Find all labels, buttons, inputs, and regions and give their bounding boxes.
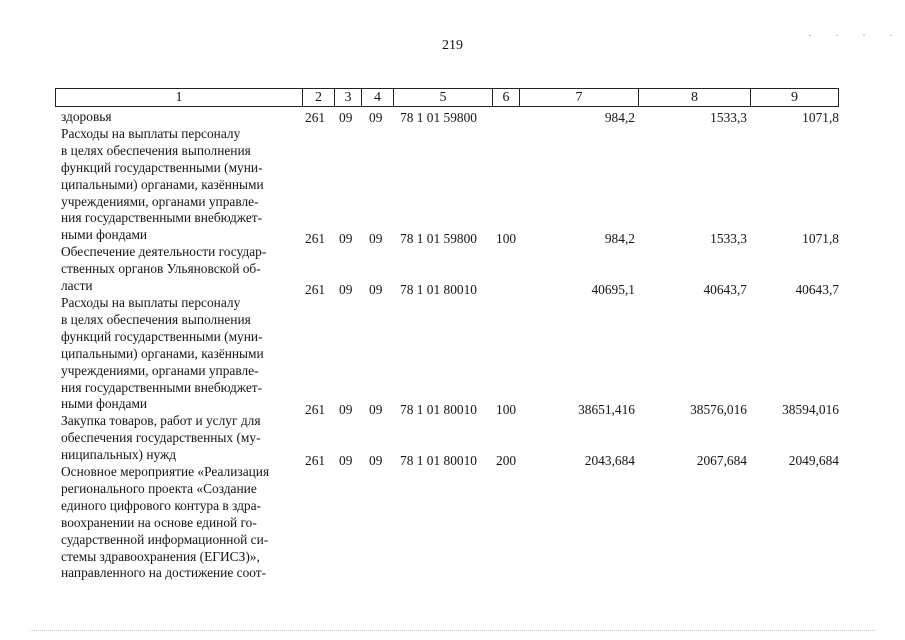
- header-col-4: 4: [361, 88, 394, 107]
- description-line: направленного на достижение соот-: [61, 565, 267, 581]
- scan-artifact-line: [30, 630, 875, 632]
- amount-col-9: 1071,8: [802, 110, 839, 125]
- amount-col-9: 2049,684: [788, 453, 839, 468]
- description-line: ласти: [61, 278, 93, 294]
- ministry-code: 261: [305, 453, 326, 468]
- target-article: 78 1 01 80010: [400, 402, 477, 417]
- description-line: Расходы на выплаты персоналу: [61, 294, 241, 310]
- description-line: единого цифрового контура в здра-: [61, 497, 262, 513]
- description-line: воохранении на основе единой го-: [61, 514, 257, 530]
- section-code: 09: [339, 110, 353, 125]
- description-line: Обеспечение деятельности государ-: [61, 244, 267, 260]
- description-line: ципальными) органами, казёнными: [61, 345, 264, 361]
- header-col-7: 7: [519, 88, 639, 107]
- description-line: Закупка товаров, работ и услуг для: [61, 413, 261, 429]
- amount-col-7: 2043,684: [584, 453, 635, 468]
- description-line: в целях обеспечения выполнения: [61, 311, 251, 327]
- header-col-9: 9: [750, 88, 839, 107]
- table-row: [0, 452, 905, 470]
- description-line: стемы здравоохранения (ЕГИСЗ)»,: [61, 548, 260, 564]
- amount-col-8: 2067,684: [696, 453, 747, 468]
- section-code: 09: [339, 231, 353, 246]
- ministry-code: 261: [305, 110, 326, 125]
- target-article: 78 1 01 80010: [400, 453, 477, 468]
- amount-col-7: 38651,416: [578, 402, 635, 417]
- description-line: ственных органов Ульяновской об-: [61, 261, 261, 277]
- description-line: ния государственными внебюджет-: [61, 379, 263, 395]
- header-col-6: 6: [492, 88, 520, 107]
- table-row: [0, 230, 905, 248]
- amount-col-9: 38594,016: [782, 402, 839, 417]
- description-line: в целях обеспечения выполнения: [61, 142, 251, 158]
- description-line: ными фондами: [61, 227, 148, 243]
- amount-col-9: 40643,7: [795, 282, 839, 297]
- target-article: 78 1 01 59800: [400, 110, 477, 125]
- ministry-code: 261: [305, 402, 326, 417]
- table-row: [0, 109, 905, 127]
- ministry-code: 261: [305, 282, 326, 297]
- expense-type: 200: [496, 453, 517, 468]
- subsection-code: 09: [369, 402, 383, 417]
- description-line: ниципальных) нужд: [61, 447, 177, 463]
- amount-col-9: 1071,8: [802, 231, 839, 246]
- section-code: 09: [339, 402, 353, 417]
- description-line: ния государственными внебюджет-: [61, 210, 263, 226]
- header-col-1: 1: [55, 88, 303, 107]
- header-col-8: 8: [638, 88, 751, 107]
- description-line: учреждениями, органами управле-: [61, 362, 259, 378]
- amount-col-8: 40643,7: [703, 282, 747, 297]
- description-line: Основное мероприятие «Реализация: [61, 464, 270, 480]
- target-article: 78 1 01 80010: [400, 282, 477, 297]
- amount-col-8: 1533,3: [710, 231, 747, 246]
- amount-col-7: 984,2: [604, 231, 635, 246]
- table-row: [0, 401, 905, 419]
- description-line: Расходы на выплаты персоналу: [61, 125, 241, 141]
- table-row: [0, 281, 905, 299]
- page-number: 219: [442, 38, 463, 53]
- expense-type: 100: [496, 231, 517, 246]
- description-line: учреждениями, органами управле-: [61, 193, 259, 209]
- description-line: функций государственными (муни-: [61, 328, 263, 344]
- header-col-5: 5: [393, 88, 493, 107]
- description-line: обеспечения государственных (му-: [61, 430, 261, 446]
- amount-col-8: 1533,3: [710, 110, 747, 125]
- ministry-code: 261: [305, 231, 326, 246]
- section-code: 09: [339, 282, 353, 297]
- section-code: 09: [339, 453, 353, 468]
- target-article: 78 1 01 59800: [400, 231, 477, 246]
- header-col-2: 2: [302, 88, 335, 107]
- scan-marks: · · · ·: [808, 28, 903, 42]
- description-line: ципальными) органами, казёнными: [61, 176, 264, 192]
- amount-col-7: 984,2: [604, 110, 635, 125]
- header-col-3: 3: [334, 88, 362, 107]
- subsection-code: 09: [369, 282, 383, 297]
- subsection-code: 09: [369, 110, 383, 125]
- description-line: регионального проекта «Создание: [61, 480, 257, 496]
- description-line: функций государственными (муни-: [61, 159, 263, 175]
- description-line: сударственной информационной си-: [61, 531, 269, 547]
- subsection-code: 09: [369, 453, 383, 468]
- description-line: ными фондами: [61, 396, 148, 412]
- description-column: [61, 109, 294, 582]
- subsection-code: 09: [369, 231, 383, 246]
- amount-col-7: 40695,1: [591, 282, 635, 297]
- description-line: здоровья: [61, 109, 112, 124]
- amount-col-8: 38576,016: [690, 402, 747, 417]
- expense-type: 100: [496, 402, 517, 417]
